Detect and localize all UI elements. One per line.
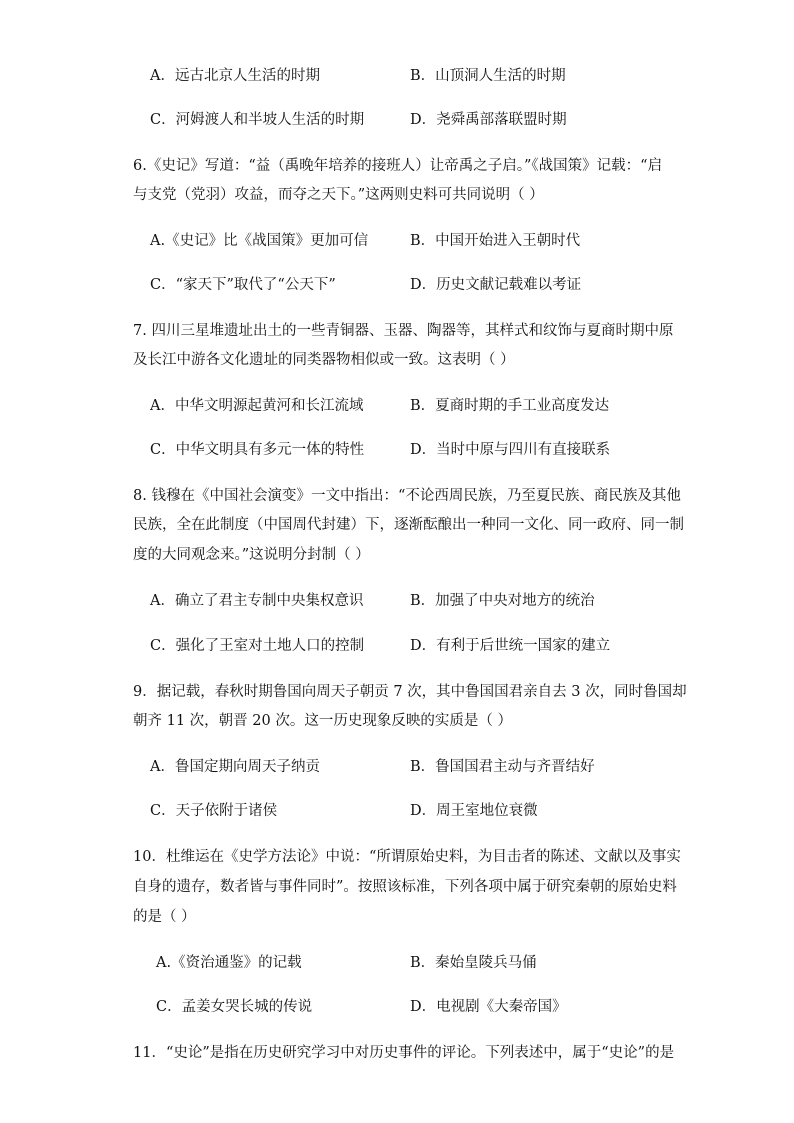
q9-stem-line-1: 9．据记载，春秋时期鲁国向周天子朝贡 7 次，其中鲁国国君亲自去 3 次，同时鲁国却 xyxy=(133,684,687,700)
q10-option-d: D．电视剧《大秦帝国》 xyxy=(410,999,567,1015)
q8-option-a: A．确立了君主专制中央集权意识 xyxy=(150,593,364,609)
q7-stem-line-2: 及长江中游各文化遗址的同类器物相似或一致。这表明（ ） xyxy=(133,352,515,368)
q8-stem-line-1: 8. 钱穆在《中国社会演变》一文中指出：“不论西周民族，乃至夏民族、商民族及其他 xyxy=(133,488,681,504)
q7-option-c: C．中华文明具有多元一体的特性 xyxy=(150,442,365,458)
q5-option-c: C．河姆渡人和半坡人生活的时期 xyxy=(150,112,365,128)
q8-option-c: C．强化了王室对土地人口的控制 xyxy=(150,638,365,654)
q9-option-c: C．天子依附于诸侯 xyxy=(150,803,278,819)
q10-option-c: C．孟姜女哭长城的传说 xyxy=(156,999,313,1015)
q10-stem-line-2: 自身的遗存，数者皆与事件同时”。按照该标准，下列各项中属于研究秦朝的原始史料 xyxy=(133,879,677,895)
q8-stem-line-3: 度的大同观念来。”这说明分封制（ ） xyxy=(133,547,370,563)
q5-option-b: B．山顶洞人生活的时期 xyxy=(410,68,566,84)
q8-option-d: D．有利于后世统一国家的建立 xyxy=(410,638,611,654)
q7-option-b: B．夏商时期的手工业高度发达 xyxy=(410,398,610,414)
q10-stem-line-1: 10．杜维运在《史学方法论》中说：“所谓原始史料，为目击者的陈述、文献以及事实 xyxy=(133,849,681,865)
q9-option-a: A．鲁国定期向周天子纳贡 xyxy=(150,759,320,775)
q9-option-d: D．周王室地位衰微 xyxy=(410,803,538,819)
q8-option-b: B．加强了中央对地方的统治 xyxy=(410,593,595,609)
q6-stem-line-1: 6.《史记》写道：“益（禹晚年培养的接班人）让帝禹之子启。”《战国策》记载：“启 xyxy=(133,158,663,174)
q6-option-c: C．“家天下”取代了“公天下” xyxy=(150,277,336,293)
q6-stem-line-2: 与支党（党羽）攻益，而夺之天下。”这两则史料可共同说明（ ） xyxy=(133,187,544,203)
q9-stem-line-2: 朝齐 11 次，朝晋 20 次。这一历史现象反映的实质是（ ） xyxy=(133,713,512,729)
q7-stem-line-1: 7. 四川三星堆遗址出土的一些青铜器、玉器、陶器等，其样式和纹饰与夏商时期中原 xyxy=(133,323,674,339)
q11-stem-line-1: 11．“史论”是指在历史研究学习中对历史事件的评论。下列表述中，属于“史论”的是 xyxy=(133,1045,675,1061)
q8-stem-line-2: 民族，全在此制度（中国周代封建）下，逐渐酝酿出一种同一文化、同一政府、同一制 xyxy=(133,517,684,533)
q6-option-a: A.《史记》比《战国策》更加可信 xyxy=(150,233,369,249)
q6-option-b: B．中国开始进入王朝时代 xyxy=(410,233,581,249)
q9-option-b: B．鲁国国君主动与齐晋结好 xyxy=(410,759,595,775)
q10-stem-line-3: 的是（ ） xyxy=(133,909,196,925)
q6-option-d: D．历史文献记载难以考证 xyxy=(410,277,582,293)
q5-option-d: D．尧舜禹部落联盟时期 xyxy=(410,112,567,128)
q10-option-b: B．秦始皇陵兵马俑 xyxy=(410,955,537,971)
q7-option-d: D．当时中原与四川有直接联系 xyxy=(410,442,611,458)
q10-option-a: A.《资治通鉴》的记载 xyxy=(156,955,302,971)
q5-option-a: A．远古北京人生活的时期 xyxy=(150,68,320,84)
q7-option-a: A．中华文明源起黄河和长江流域 xyxy=(150,398,364,414)
